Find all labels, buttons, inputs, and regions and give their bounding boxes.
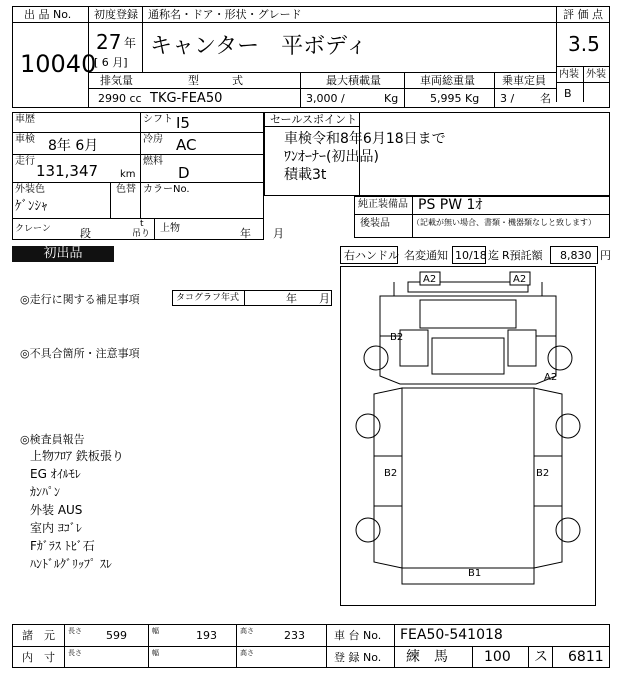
width-value: 193 (196, 629, 217, 642)
history-label: 車歴 (15, 114, 35, 125)
mileage-value: 131,347 (36, 162, 99, 180)
inspector-line-3: ｶﾝﾊﾟﾝ (30, 485, 61, 499)
mark-bed-left: B2 (384, 468, 398, 479)
reg-class: 100 (484, 649, 511, 665)
lot-number: 10040 (20, 50, 97, 78)
model-label: 型 式 (188, 74, 243, 87)
bed-label: 上物 (160, 223, 180, 234)
driving-notes-title: ◎走行に関する補足事項 (20, 293, 140, 306)
reg-kana: ス (534, 649, 548, 665)
tachograph-date: 年 月 (286, 292, 330, 305)
in-length-label: 長さ (68, 649, 82, 657)
inspector-line-7: ﾊﾝﾄﾞﾙｸﾞﾘｯﾌﾟ ｽﾚ (30, 557, 112, 571)
mark-front-right: A2 (513, 274, 527, 285)
inspector-title: ◎検査員報告 (20, 433, 85, 446)
in-height-label: 高さ (240, 649, 254, 657)
mid-wheel-right (556, 414, 580, 438)
gross-weight-label: 車両総重量 (420, 74, 475, 87)
inspector-line-2: EG ｵｲﾙﾓﾚ (30, 467, 81, 481)
sales-point-line-2: ﾜﾝｵｰﾅｰ(初出品) (284, 149, 379, 165)
shift-value: I5 (176, 114, 190, 132)
inspector-line-6: Fｶﾞﾗｽ ﾄﾋﾞ石 (30, 539, 95, 553)
equipment-value: PS PW 1ｵ (418, 197, 483, 213)
meihen-suffix: 迄 (488, 249, 499, 262)
capacity-label: 乗車定員 (502, 74, 546, 87)
cab-front (432, 338, 504, 374)
inspector-line-5: 室内 ﾖｺﾞﾚ (30, 521, 82, 535)
tachograph-label: タコグラフ年式 (176, 293, 240, 303)
color-change-label: 色替 (116, 184, 136, 195)
mid-wheel-left (356, 414, 380, 438)
reg-region: 練 馬 (406, 649, 448, 665)
handle-value: 右ハンドル (344, 249, 399, 262)
mark-bed-right: B2 (536, 468, 550, 479)
ac-value: AC (176, 136, 197, 154)
truck-diagram (340, 266, 596, 606)
shift-label: シフト (143, 114, 173, 125)
inspection-label: 車検 (15, 134, 35, 145)
mark-rear: B1 (468, 568, 482, 579)
first-reg-year: 27 (96, 30, 122, 54)
equipment-label: 純正装備品 (358, 199, 408, 210)
first-listing-badge (12, 246, 114, 262)
first-reg-year-unit: 年 (124, 36, 137, 50)
interior-grade: B (564, 87, 572, 100)
inspector-line-4: 外装 AUS (30, 503, 83, 517)
fuel-label: 燃料 (143, 156, 163, 167)
crane-ton: t (140, 219, 144, 229)
rear-wheel-left (356, 518, 380, 542)
aftermarket-label: 後装品 (360, 218, 390, 229)
height-label: 高さ (240, 627, 254, 635)
color-no-label: カラーNo. (143, 184, 190, 195)
dims-label: 諸 元 (22, 629, 55, 642)
cab-outline (380, 296, 556, 384)
fuel-value: D (178, 164, 190, 182)
in-width-label: 幅 (152, 649, 159, 657)
length-label: 長さ (68, 627, 82, 635)
reg-number: 6811 (568, 649, 604, 665)
height-value: 233 (284, 629, 305, 642)
interior-label: 内装 (559, 69, 579, 80)
meihen-label: 名変通知 (404, 249, 448, 262)
windshield (420, 300, 516, 328)
crane-steps: 段 (80, 227, 91, 240)
ext-color-label: 外装色 (15, 184, 45, 195)
displacement-label: 排気量 (100, 74, 133, 87)
mileage-label: 走行 (15, 156, 35, 167)
ac-label: 冷房 (143, 134, 163, 145)
recycle-label: R預託額 (502, 249, 543, 262)
lot-label: 出 品 No. (24, 8, 72, 21)
max-load-value: 3,000 / (306, 92, 345, 105)
crane-label: クレーン (15, 224, 51, 234)
width-label: 幅 (152, 627, 159, 635)
sales-point-line-1: 車検令和8年6月18日まで (284, 131, 446, 147)
inspector-line-1: 上物ﾌﾛｱ 鉄板張り (30, 449, 124, 463)
name-label: 通称名・ドア・形状・グレード (148, 8, 302, 21)
first-reg-label: 初度登録 (94, 8, 138, 21)
sales-point-label: セールスポイント (270, 113, 358, 126)
door-left (400, 330, 428, 366)
recycle-amount: 8,830 (560, 249, 592, 262)
capacity-unit: 名 (540, 92, 551, 105)
car-name: キャンター 平ボディ (150, 34, 368, 59)
mark-right-side: A2 (544, 372, 558, 383)
max-load-unit: Kg (384, 92, 399, 105)
rating-label: 評 価 点 (563, 8, 603, 21)
model-value: TKG-FEA50 (150, 91, 223, 106)
bed-date: 年 月 (240, 227, 284, 240)
front-wheel-left (364, 346, 388, 370)
rating-value: 3.5 (568, 32, 600, 56)
displacement-value: 2990 cc (98, 92, 142, 105)
inspection-value: 8年 6月 (48, 138, 99, 154)
bed-floor (402, 388, 534, 568)
first-reg-month: [ 6 月] (94, 56, 128, 69)
max-load-label: 最大積載量 (326, 74, 381, 87)
mark-front-left: A2 (423, 274, 437, 285)
defects-title: ◎不具合箇所・注意事項 (20, 347, 140, 360)
chassis-label: 車 台 No. (334, 629, 382, 642)
interior-dims-label: 内 寸 (22, 651, 55, 664)
crane-hoist: 吊り (132, 229, 151, 239)
reg-label: 登 録 No. (334, 651, 382, 664)
first-listing-text: 初出品 (43, 246, 83, 261)
mileage-unit: km (120, 169, 136, 180)
exterior-label: 外装 (586, 69, 606, 80)
sales-point-line-3: 積載3t (284, 167, 327, 183)
mark-cab-corner: B2 (390, 332, 404, 343)
meihen-date: 10/18 (455, 249, 487, 262)
recycle-unit: 円 (600, 249, 611, 262)
chassis-value: FEA50-541018 (400, 627, 503, 643)
door-right (508, 330, 536, 366)
ext-color-value: ｹﾞﾝｼｬ (15, 199, 48, 214)
capacity-value: 3 / (500, 92, 515, 105)
front-wheel-right (548, 346, 572, 370)
length-value: 599 (106, 629, 127, 642)
aftermarket-note: （記載が無い場合、書類・機器類なしと致します） (412, 218, 596, 227)
rear-wheel-right (556, 518, 580, 542)
gross-weight-value: 5,995 Kg (430, 92, 480, 105)
